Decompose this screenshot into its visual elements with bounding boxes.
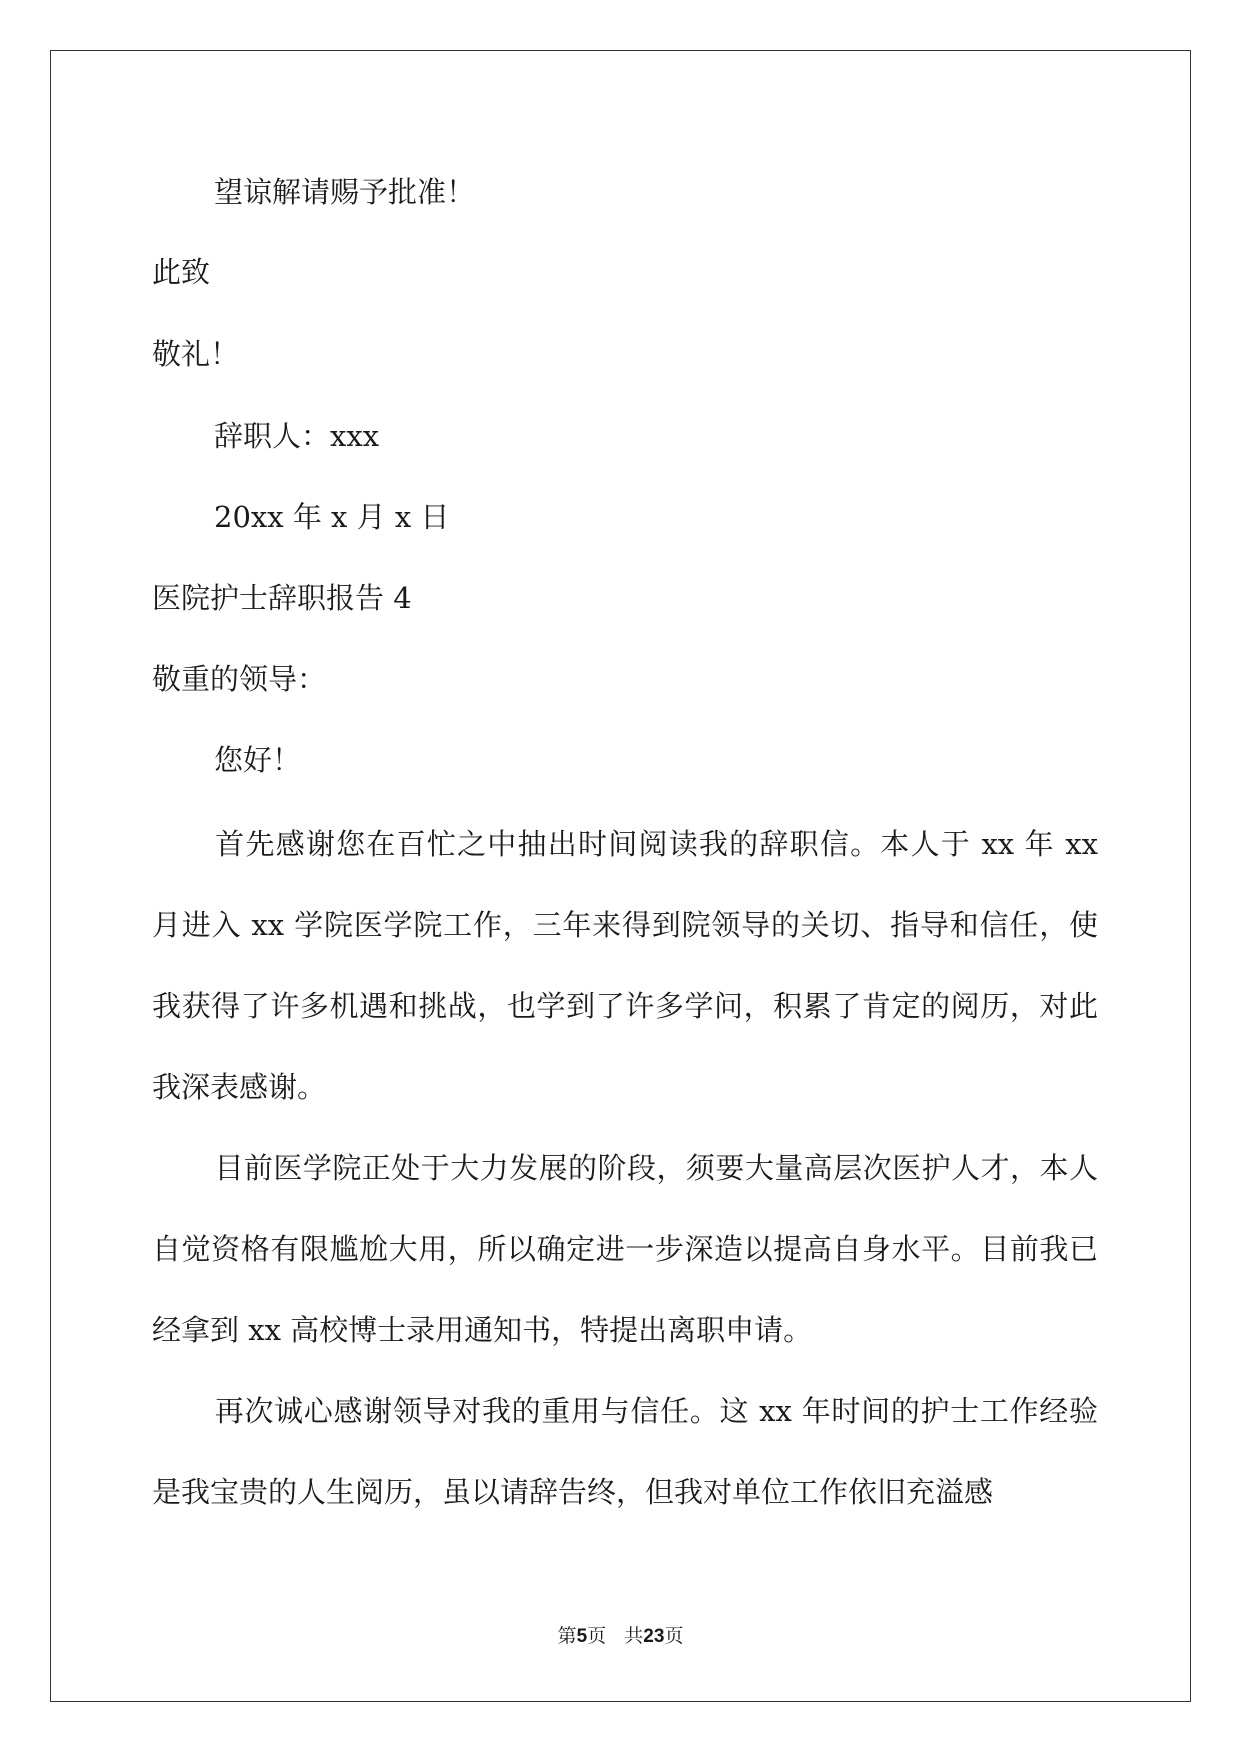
body-paragraph-text: 目前医学院正处于大力发展的阶段，须要大量高层次医护人才，本人自觉资格有限尴尬大用，所以确定进一步深造以提高自身水平。目前我已经拿到 xx 高校博士录用通知书，特提出离职申请。 [152, 1151, 1098, 1347]
page-footer [0, 1624, 1241, 1649]
body-paragraph [152, 1128, 1098, 1371]
addressee-line: 敬重的领导： [152, 662, 327, 696]
date-line: 20xx 年 x 月 x 日 [214, 500, 450, 534]
signer-line: 辞职人：xxx [214, 419, 380, 453]
footer-total-unit: 页 [664, 1625, 684, 1647]
body-paragraph-text: 首先感谢您在百忙之中抽出时间阅读我的辞职信。本人于 xx 年 xx 月进入 xx 学院医学院工作，三年来得到院领导的关切、指导和信任，使我获得了许多机遇和挑战，也学到了许多学问，积累了肯定的阅历，对此我深表感谢。 [152, 827, 1098, 1104]
approval-request-line: 望谅解请赐予批准！ [214, 175, 476, 209]
salutation-closing: 此致 [152, 255, 211, 289]
footer-total-pages: 23 [643, 1626, 665, 1647]
salutation-regards: 敬礼！ [152, 337, 240, 371]
body-paragraph [152, 804, 1098, 1128]
greeting-line: 您好！ [214, 743, 302, 777]
body-paragraph-text: 再次诚心感谢领导对我的重用与信任。这 xx 年时间的护士工作经验是我宝贵的人生阅历，虽以请辞告终，但我对单位工作依旧充溢感 [152, 1394, 1098, 1509]
footer-page-number: 5 [576, 1626, 588, 1647]
footer-total-prefix: 共 [624, 1625, 644, 1647]
footer-page-unit: 页 [587, 1625, 607, 1647]
section-title: 医院护士辞职报告 4 [152, 581, 412, 615]
body-paragraph [152, 1371, 1098, 1533]
footer-prefix: 第 [557, 1625, 577, 1647]
